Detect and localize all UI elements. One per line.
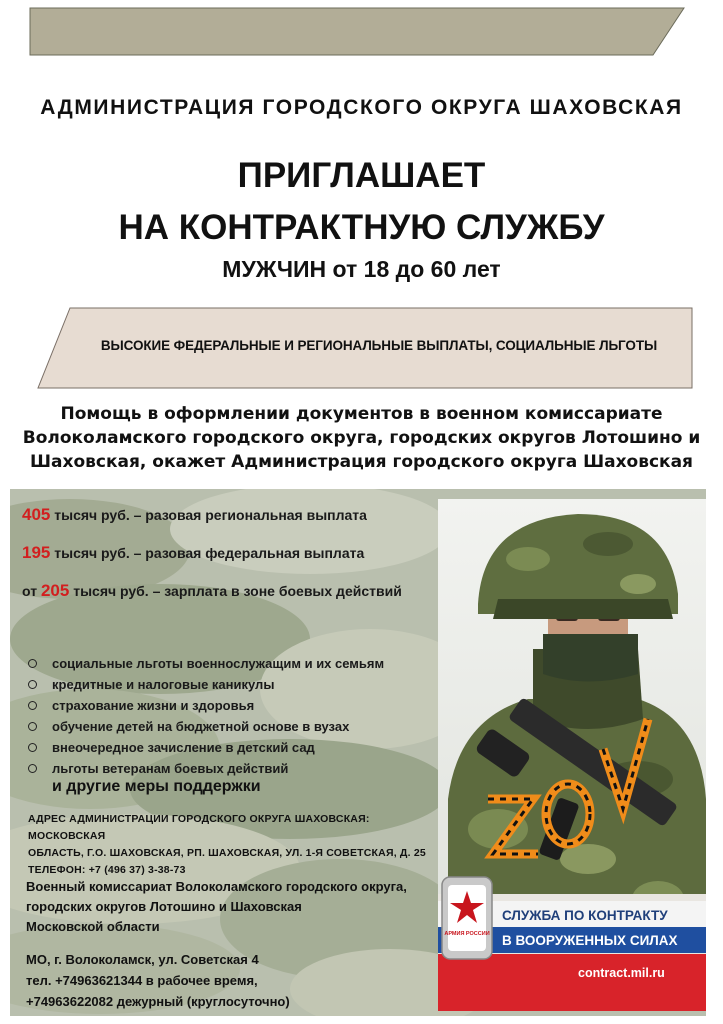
benefit-text: внеочередное зачисление в детский сад xyxy=(52,740,315,755)
bullet-circle-icon xyxy=(28,743,37,752)
benefit-text: льготы ветеранам боевых действий xyxy=(52,761,289,776)
list-item xyxy=(26,653,384,674)
invite-heading xyxy=(0,150,723,254)
benefit-text: кредитные и налоговые каникулы xyxy=(52,677,275,692)
payment-description: тысяч руб. – зарплата в зоне боевых действий xyxy=(69,583,402,599)
benefits-column xyxy=(10,489,440,1016)
payment-prefix: от xyxy=(22,583,41,599)
payment-amount: 405 xyxy=(22,505,51,524)
age-requirement: МУЖЧИН от 18 до 60 лет xyxy=(222,256,501,282)
contact-phone-duty: +74963622082 дежурный (круглосуточно) xyxy=(26,994,290,1009)
bullet-circle-icon xyxy=(28,659,37,668)
payment-amount: 205 xyxy=(40,581,70,600)
camouflage-panel xyxy=(10,489,706,1016)
more-support-text: и другие меры поддержки xyxy=(52,778,261,795)
bullet-circle-icon xyxy=(28,722,37,731)
poster-line-2: В ВООРУЖЕННЫХ СИЛАХ xyxy=(502,933,678,948)
contact-phone-daytime: тел. +74963621344 в рабочее время, xyxy=(26,973,258,988)
bullet-circle-icon xyxy=(28,701,37,710)
administration-address xyxy=(28,811,428,879)
admin-title: АДМИНИСТРАЦИЯ ГОРОДСКОГО ОКРУГА ШАХОВСКАЯ xyxy=(40,96,683,119)
badge-text: АРМИЯ РОССИИ xyxy=(444,931,490,937)
poster-website: contract.mil.ru xyxy=(578,966,665,980)
army-badge-icon xyxy=(442,877,492,959)
payment-line-regional xyxy=(22,505,367,525)
list-item xyxy=(26,716,384,737)
benefits-list xyxy=(26,653,384,779)
help-statement xyxy=(0,402,723,474)
payments-banner-text: ВЫСОКИЕ ФЕДЕРАЛЬНЫЕ И РЕГИОНАЛЬНЫЕ ВЫПЛАТЫ, СОЦИАЛЬНЫЕ ЛЬГОТЫ xyxy=(100,338,658,353)
recruitment-poster xyxy=(438,499,706,1011)
list-item xyxy=(26,737,384,758)
benefit-text: обучение детей на бюджетной основе в вузах xyxy=(52,719,350,734)
commissariat-line: Военный комиссариат Волоколамского городского округа, xyxy=(26,879,407,894)
invite-line-2: НА КОНТРАКТНУЮ СЛУЖБУ xyxy=(118,208,605,247)
payment-description: тысяч руб. – разовая федеральная выплата xyxy=(50,545,365,561)
list-item xyxy=(26,758,384,779)
benefit-text: социальные льготы военнослужащим и их семьям xyxy=(52,656,385,671)
contact-address: МО, г. Волоколамск, ул. Советская 4 xyxy=(26,952,259,967)
help-line-2: Волоколамского городского округа, городских округов Лотошино и xyxy=(22,428,701,448)
help-line-1: Помощь в оформлении документов в военном комиссариате xyxy=(60,404,663,424)
poster-line-1: СЛУЖБА ПО КОНТРАКТУ xyxy=(502,908,668,923)
help-line-3: Шаховская, окажет Администрация городского округа Шаховская xyxy=(30,452,693,472)
benefit-text: страхование жизни и здоровья xyxy=(52,698,255,713)
payment-amount: 195 xyxy=(22,543,51,562)
invite-line-1: ПРИГЛАШАЕТ xyxy=(237,156,486,195)
list-item xyxy=(26,695,384,716)
list-item xyxy=(26,674,384,695)
commissariat-contacts xyxy=(26,949,446,1012)
payment-line-federal xyxy=(22,543,364,563)
bullet-circle-icon xyxy=(28,764,37,773)
commissariat-line: Московской области xyxy=(26,919,160,934)
payment-line-salary xyxy=(22,581,402,601)
address-line: ОБЛАСТЬ, Г.О. ШАХОВСКАЯ, РП. ШАХОВСКАЯ, УЛ. 1-Я СОВЕТСКАЯ, Д. 25 xyxy=(28,847,426,859)
payment-description: тысяч руб. – разовая региональная выплата xyxy=(50,507,367,523)
address-phone: ТЕЛЕФОН: +7 (496 37) 3-38-73 xyxy=(28,864,186,876)
address-line: АДРЕС АДМИНИСТРАЦИИ ГОРОДСКОГО ОКРУГА ШАХОВСКАЯ: МОСКОВСКАЯ xyxy=(28,813,370,842)
bullet-circle-icon xyxy=(28,680,37,689)
commissariat-line: городских округов Лотошино и Шаховская xyxy=(26,899,302,914)
top-decorative-banner xyxy=(0,0,723,60)
commissariat-name xyxy=(26,877,446,937)
